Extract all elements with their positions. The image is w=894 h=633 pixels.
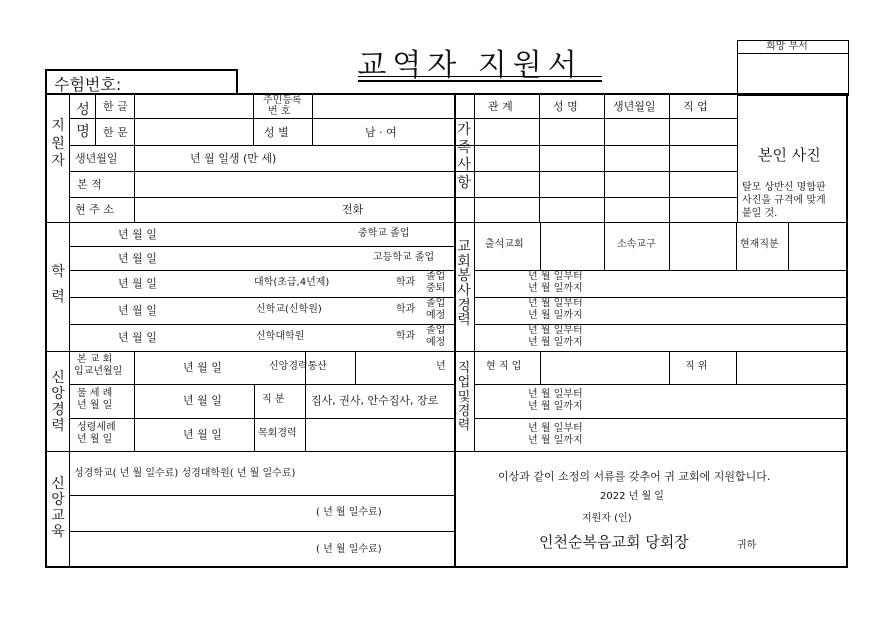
edu-status[interactable]: 졸업 (426, 325, 446, 336)
section-family: 가 족 사 항 (457, 122, 471, 191)
edu-date[interactable]: 년 월 일 (118, 304, 157, 317)
job-period-to[interactable]: 년 월 일까지 (528, 401, 583, 412)
table-rule (355, 351, 356, 384)
edu-date[interactable]: 년 월 일 (118, 277, 157, 290)
spirit-date[interactable]: 년 월 일 (183, 428, 222, 441)
table-rule (474, 384, 848, 385)
table-rule (69, 171, 454, 172)
declaration-date[interactable]: 2022 년 월 일 (600, 491, 664, 502)
gender-options[interactable]: 남 · 여 (365, 126, 397, 139)
title-underline (358, 76, 602, 77)
birth-value[interactable]: 년 월 일생 (만 세) (190, 152, 277, 165)
family-header-name: 성 명 (553, 100, 578, 113)
section-church-service: 교 회 봉 사 경 력 (457, 239, 471, 329)
table-rule (69, 324, 454, 325)
edu-school: 중학교 졸업 (358, 228, 410, 239)
table-rule (788, 222, 789, 270)
gender-label: 성 별 (264, 126, 289, 139)
table-rule (474, 418, 848, 419)
church-name: 인천순복음교회 당회장 (539, 533, 689, 551)
applicant-line[interactable]: 지원자 (인) (582, 513, 632, 524)
entry-label: 본 교 회 (77, 354, 113, 365)
table-rule (69, 118, 454, 119)
period-to[interactable]: 년 월 일까지 (528, 283, 583, 294)
address-label: 현 주 소 (75, 203, 114, 216)
district-label: 소속교구 (617, 239, 656, 250)
table-rule (253, 93, 254, 145)
table-rule (669, 222, 670, 270)
period-to[interactable]: 년 월 일까지 (528, 310, 583, 321)
table-rule (669, 351, 670, 384)
table-rule (312, 93, 313, 145)
birth-label: 생년월일 (75, 152, 118, 165)
period-from[interactable]: 년 월 일부터 (528, 271, 583, 282)
edu-school: 고등학교 졸업 (373, 252, 435, 263)
entry-label: 입교년월일 (74, 366, 123, 377)
table-rule (45, 222, 454, 223)
section-education: 학 력 (51, 264, 65, 306)
faith-edu-row[interactable]: 성경학교( 년 월 일수료) 성경대학원( 년 월 일수료) (74, 468, 296, 479)
table-rule (45, 451, 454, 452)
edu-major: 학과 (396, 331, 416, 342)
section-applicant: 지 원 자 (51, 118, 65, 169)
faith-edu-row[interactable]: ( 년 월 일수료) (316, 544, 382, 555)
baptism-label: 물 세 례 (77, 388, 113, 399)
table-rule (474, 93, 475, 451)
photo-note: 탈모 상반신 명함판 (742, 182, 826, 193)
period-from[interactable]: 년 월 일부터 (528, 325, 583, 336)
edu-status[interactable]: 예정 (426, 337, 446, 348)
table-rule (737, 93, 738, 222)
job-position-label: 직 위 (685, 361, 708, 372)
table-rule (539, 93, 540, 222)
edu-school: 대학(초급,4년제) (254, 277, 330, 288)
table-rule (736, 222, 737, 270)
page-title: 교역자 지원서 (357, 48, 583, 83)
edu-date[interactable]: 년 월 일 (118, 228, 157, 241)
section-faith-career: 신 앙 경 력 (51, 370, 65, 435)
church-suffix: 귀하 (737, 540, 757, 551)
hangul-label: 한 글 (103, 100, 128, 113)
job-period-to[interactable]: 년 월 일까지 (528, 435, 583, 446)
edu-major: 학과 (396, 304, 416, 315)
position-label: 현재직분 (740, 239, 779, 250)
table-rule (69, 297, 454, 298)
edu-major: 학과 (396, 277, 416, 288)
photo-title: 본인 사진 (758, 146, 821, 164)
hanja-label: 한 문 (103, 126, 128, 139)
table-rule (604, 93, 605, 222)
table-rule (134, 93, 135, 222)
table-rule (454, 171, 737, 172)
edu-status[interactable]: 중퇴 (426, 283, 446, 294)
edu-status[interactable]: 졸업 (426, 298, 446, 309)
hope-dept-label: 희망 부서 (766, 41, 808, 52)
edu-school: 신학대학원 (256, 331, 305, 342)
table-rule (134, 351, 135, 451)
table-rule (69, 93, 70, 568)
table-rule (45, 351, 454, 352)
edu-status[interactable]: 예정 (426, 310, 446, 321)
period-to[interactable]: 년 월 일까지 (528, 337, 583, 348)
baptism-label: 년 월 일 (77, 400, 113, 411)
form-frame (45, 93, 848, 568)
table-rule (454, 351, 848, 352)
table-rule (69, 270, 454, 271)
pastoral-label: 목회경력 (258, 428, 297, 439)
office-options[interactable]: 집사, 권사, 안수집사, 장로 (311, 394, 439, 407)
table-rule (69, 495, 454, 496)
table-rule (69, 145, 454, 146)
job-period-from[interactable]: 년 월 일부터 (528, 423, 583, 434)
family-header-job: 직 업 (683, 100, 708, 113)
entry-date[interactable]: 년 월 일 (183, 361, 222, 374)
section-faith-education: 신 앙 교 육 (51, 476, 65, 541)
period-from[interactable]: 년 월 일부터 (528, 298, 583, 309)
table-rule (69, 246, 454, 247)
office-label: 직 분 (262, 394, 285, 405)
name-label: 성 명 (76, 102, 90, 140)
edu-status[interactable]: 졸업 (426, 271, 446, 282)
hope-dept-divider (737, 53, 848, 54)
table-rule (604, 222, 605, 270)
exam-number-label: 수험번호: (54, 75, 122, 94)
current-job-label: 현 직 업 (486, 361, 522, 372)
table-rule (454, 197, 737, 198)
faith-total-label: 신앙경력통산 (269, 361, 327, 372)
table-rule (669, 93, 670, 222)
edu-date[interactable]: 년 월 일 (118, 331, 157, 344)
table-rule (69, 384, 454, 385)
rrn-label: 주민등록 (263, 95, 302, 106)
baptism-date[interactable]: 년 월 일 (183, 394, 222, 407)
origin-label: 본 적 (77, 178, 102, 191)
photo-note: 사진을 규격에 맞게 (742, 195, 826, 206)
family-header-relation: 관 계 (488, 100, 513, 113)
spirit-label: 성령세례 (77, 422, 116, 433)
photo-note: 붙일 것. (742, 208, 778, 219)
table-rule (454, 118, 737, 119)
table-rule (254, 384, 255, 451)
table-rule (454, 145, 737, 146)
table-rule (69, 531, 454, 532)
table-rule (69, 197, 454, 198)
table-rule (540, 222, 541, 270)
title-underline (358, 80, 602, 82)
faith-edu-row[interactable]: ( 년 월 일수료) (316, 507, 382, 518)
phone-label: 전화 (342, 203, 364, 216)
declaration-text: 이상과 같이 소정의 서류를 갖추어 귀 교회에 지원합니다. (498, 470, 771, 483)
table-rule (454, 451, 848, 452)
faith-total-unit: 년 (436, 361, 446, 372)
family-header-birth: 생년월일 (613, 100, 656, 113)
section-job-career: 직 업 및 경 력 (457, 361, 471, 434)
table-rule (95, 93, 96, 145)
table-rule (69, 418, 454, 419)
church-label: 출석교회 (485, 239, 524, 250)
rrn-label: 번 호 (268, 106, 291, 117)
spirit-label: 년 월 일 (77, 434, 113, 445)
edu-school: 신학교(신학원) (256, 304, 322, 315)
job-period-from[interactable]: 년 월 일부터 (528, 389, 583, 400)
table-rule (540, 351, 541, 384)
table-rule (736, 351, 737, 384)
edu-date[interactable]: 년 월 일 (118, 252, 157, 265)
